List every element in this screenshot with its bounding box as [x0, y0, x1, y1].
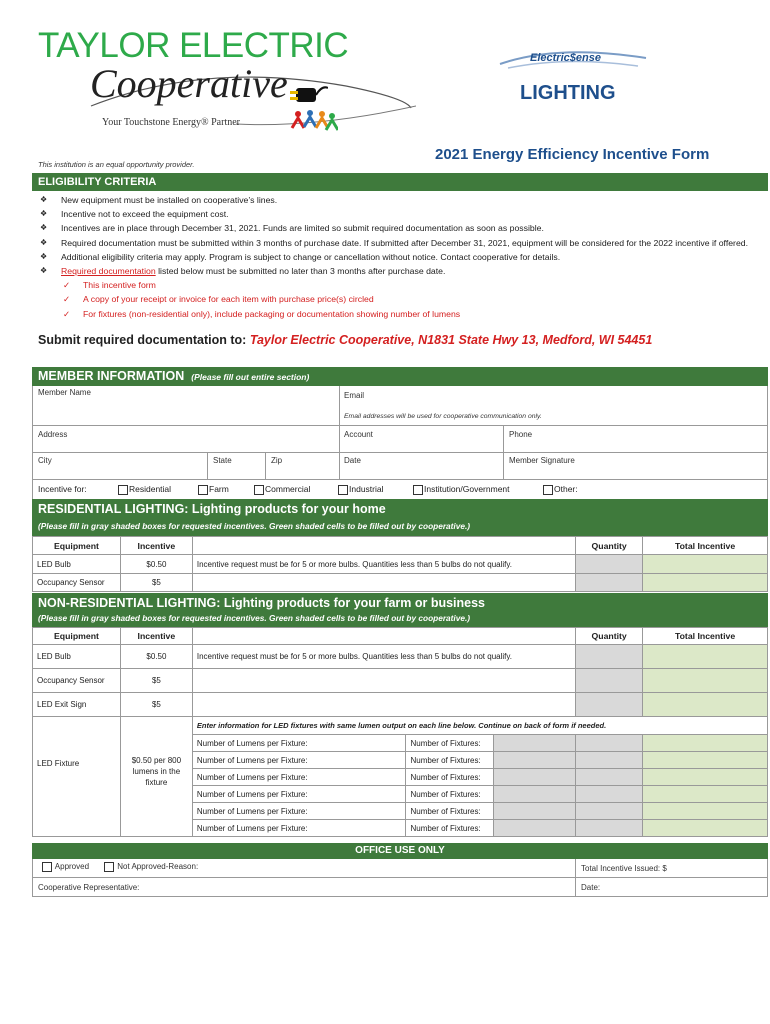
checkmark-icon: ✓	[63, 280, 71, 291]
nonresidential-table: Equipment Incentive Quantity Total Incentive LED Bulb $0.50 Incentive request must be for 5 or more bulbs. Quantities less than 5 bulbs do not qualify. Occupancy Sensor $5 LED Exit Sign $5 LED Fixture $0.50 per 800 lumens in the fixture Enter information for LED fixtures with same lumen output on each line below. Continue on back of form if needed. Number of Lumens per Fixture: Number of Fixtures: Number of Lumens per Fixture: Number of Fixtures: Number of Lumens per Fixture: Number of Fixtures: Number of Lumens per Fixture: Number of Fixtures: Number of Lumens per Fixture: Number of Fixtures: Number of Lumens per Fixture: Number of Fixtures:	[32, 627, 768, 837]
state-field[interactable]: State	[213, 456, 232, 465]
farm-checkbox[interactable]: Farm	[198, 484, 229, 495]
fixtures-input[interactable]	[494, 752, 576, 769]
total-cell	[643, 820, 768, 837]
quantity-input[interactable]	[576, 669, 643, 693]
col-quantity: Quantity	[576, 537, 643, 555]
phone-field[interactable]: Phone	[509, 430, 533, 439]
quantity-input[interactable]	[576, 735, 643, 752]
quantity-input[interactable]	[576, 555, 643, 574]
incentive-for-label: Incentive for:	[38, 484, 87, 494]
quantity-input[interactable]	[576, 693, 643, 717]
diamond-bullet-icon: ❖	[40, 223, 48, 233]
fixtures-input[interactable]	[494, 735, 576, 752]
lumens-label: Number of Lumens per Fixture:	[192, 735, 406, 752]
lumens-label: Number of Lumens per Fixture:	[192, 786, 406, 803]
required-doc-item: ✓ This incentive form	[38, 278, 758, 292]
coop-script: Cooperative	[90, 61, 288, 106]
col-equipment: Equipment	[33, 537, 121, 555]
address-field[interactable]: Address	[38, 430, 68, 439]
fixtures-input[interactable]	[494, 803, 576, 820]
total-issued-field[interactable]: Total Incentive Issued: $	[581, 864, 667, 873]
touchstone-people-icon	[288, 108, 338, 132]
fixtures-label: Number of Fixtures:	[406, 735, 494, 752]
quantity-input[interactable]	[576, 645, 643, 669]
total-cell	[643, 803, 768, 820]
lumens-label: Number of Lumens per Fixture:	[192, 769, 406, 786]
table-row: LED Bulb $0.50 Incentive request must be for 5 or more bulbs. Quantities less than 5 bulbs do not qualify.	[33, 645, 768, 669]
checkmark-icon: ✓	[63, 308, 71, 319]
fixtures-label: Number of Fixtures:	[406, 803, 494, 820]
residential-table	[32, 536, 768, 592]
diamond-bullet-icon: ❖	[40, 209, 48, 219]
checkbox-icon[interactable]	[104, 862, 114, 872]
checkbox-icon[interactable]	[118, 485, 128, 495]
lumens-label: Number of Lumens per Fixture:	[192, 820, 406, 837]
col-incentive: Incentive	[120, 537, 192, 555]
table-row: Occupancy Sensor $5	[33, 669, 768, 693]
total-cell	[643, 735, 768, 752]
city-field[interactable]: City	[38, 456, 52, 465]
lumens-label: Number of Lumens per Fixture:	[192, 752, 406, 769]
office-use-heading: OFFICE USE ONLY	[32, 843, 768, 859]
table-row: LED Bulb $0.50 Incentive request must be for 5 or more bulbs. Quantities less than 5 bulbs do not qualify.	[33, 555, 768, 574]
required-documentation-link[interactable]: Required documentation	[61, 266, 156, 277]
approved-checkbox[interactable]: Approved	[42, 862, 89, 872]
form-title: 2021 Energy Efficiency Incentive Form	[435, 146, 710, 163]
fixtures-label: Number of Fixtures:	[406, 786, 494, 803]
eligibility-item: ❖ Required documentation listed below must be submitted no later than 3 months after purchase date.	[38, 264, 758, 278]
total-cell	[643, 574, 768, 592]
lumens-label: Number of Lumens per Fixture:	[192, 803, 406, 820]
col-total: Total Incentive	[643, 537, 768, 555]
required-doc-item: ✓ For fixtures (non-residential only), include packaging or documentation showing number of lumens	[38, 307, 758, 321]
checkbox-icon[interactable]	[543, 485, 553, 495]
zip-field[interactable]: Zip	[271, 456, 283, 465]
plug-icon	[288, 80, 328, 108]
submit-address: Taylor Electric Cooperative, N1831 State Hwy 13, Medford, WI 54451	[249, 333, 653, 347]
fixtures-label: Number of Fixtures:	[406, 752, 494, 769]
eligibility-item: ❖ Required documentation must be submitted within 3 months of purchase date. If submitted after December 31, 2021, equipment will be considered for the 2022 incentive if offered.	[38, 236, 758, 250]
not-approved-checkbox[interactable]: Not Approved-Reason:	[104, 862, 198, 872]
total-cell	[643, 769, 768, 786]
program-title: LIGHTING	[520, 82, 616, 104]
total-cell	[643, 555, 768, 574]
quantity-input[interactable]	[576, 803, 643, 820]
eligibility-item: ❖ New equipment must be installed on cooperative’s lines.	[38, 193, 758, 207]
member-info-heading: MEMBER INFORMATION (Please fill out entire section)	[32, 367, 768, 386]
total-cell	[643, 786, 768, 803]
quantity-input[interactable]	[576, 769, 643, 786]
residential-checkbox[interactable]: Residential	[118, 484, 171, 495]
fixtures-label: Number of Fixtures:	[406, 769, 494, 786]
table-row: LED Exit Sign $5	[33, 693, 768, 717]
other-checkbox[interactable]: Other:	[543, 484, 578, 495]
quantity-input[interactable]	[576, 820, 643, 837]
electricsense-logo: Electric$ense	[530, 52, 601, 64]
email-field[interactable]: Email	[344, 391, 365, 400]
diamond-bullet-icon: ❖	[40, 195, 48, 204]
diamond-bullet-icon: ❖	[40, 266, 48, 276]
fixtures-input[interactable]	[494, 786, 576, 803]
institution-checkbox[interactable]: Institution/Government	[413, 484, 510, 495]
diamond-bullet-icon: ❖	[40, 251, 48, 261]
quantity-input[interactable]	[576, 574, 643, 592]
eligibility-item: ❖ Incentive not to exceed the equipment cost.	[38, 207, 758, 221]
eligibility-item: ❖ Additional eligibility criteria may apply. Program is subject to change or cancellation without notice. Contact cooperative for details.	[38, 250, 758, 264]
member-signature-field[interactable]: Member Signature	[509, 456, 575, 465]
partner-line: Your Touchstone Energy® Partner	[102, 117, 240, 128]
quantity-input[interactable]	[576, 786, 643, 803]
fixtures-label: Number of Fixtures:	[406, 820, 494, 837]
fixtures-input[interactable]	[494, 820, 576, 837]
eligibility-list	[38, 193, 758, 321]
checkbox-icon[interactable]	[198, 485, 208, 495]
email-note: Email addresses will be used for cooperative communication only.	[344, 413, 542, 420]
submit-instructions: Submit required documentation to: Taylor Electric Cooperative, N1831 State Hwy 13, Medford, WI 54451	[38, 333, 653, 347]
checkbox-icon[interactable]	[254, 485, 264, 495]
coop-name: TAYLOR ELECTRIC	[38, 26, 349, 65]
nonresidential-heading: NON-RESIDENTIAL LIGHTING: Lighting products for your farm or business (Please fill in gray shaded boxes for requested incentives. Green shaded cells to be filled out by cooperative.)	[32, 593, 768, 628]
equal-opportunity-note: This institution is an equal opportunity provider.	[38, 160, 195, 169]
total-cell	[643, 645, 768, 669]
coop-rep-field[interactable]: Cooperative Representative:	[38, 883, 140, 892]
table-row: Occupancy Sensor $5	[33, 574, 768, 592]
diamond-bullet-icon: ❖	[40, 237, 48, 247]
account-field[interactable]: Account	[344, 430, 373, 439]
table-row: LED Fixture $0.50 per 800 lumens in the fixture Enter information for LED fixtures with same lumen output on each line below. Continue on back of form if needed.	[33, 717, 768, 735]
total-cell	[643, 693, 768, 717]
eligibility-heading: ELIGIBILITY CRITERIA	[32, 173, 768, 191]
checkmark-icon: ✓	[63, 294, 71, 305]
total-cell	[643, 669, 768, 693]
member-name-field[interactable]: Member Name	[38, 388, 91, 397]
quantity-input[interactable]	[576, 752, 643, 769]
required-doc-item: ✓ A copy of your receipt or invoice for each item with purchase price(s) circled	[38, 292, 758, 306]
checkbox-icon[interactable]	[338, 485, 348, 495]
eligibility-item: ❖ Incentives are in place through December 31, 2021. Funds are limited so submit required documentation as soon as possible.	[38, 221, 758, 235]
fixtures-input[interactable]	[494, 769, 576, 786]
checkbox-icon[interactable]	[413, 485, 423, 495]
office-date-field[interactable]: Date:	[581, 883, 601, 892]
residential-heading: RESIDENTIAL LIGHTING: Lighting products for your home (Please fill in gray shaded boxes for requested incentives. Green shaded cells to be filled out by cooperative.)	[32, 499, 768, 537]
date-field[interactable]: Date	[344, 456, 361, 465]
taylor-electric-logo	[38, 28, 418, 138]
commercial-checkbox[interactable]: Commercial	[254, 484, 310, 495]
total-cell	[643, 752, 768, 769]
checkbox-icon[interactable]	[42, 862, 52, 872]
industrial-checkbox[interactable]: Industrial	[338, 484, 384, 495]
